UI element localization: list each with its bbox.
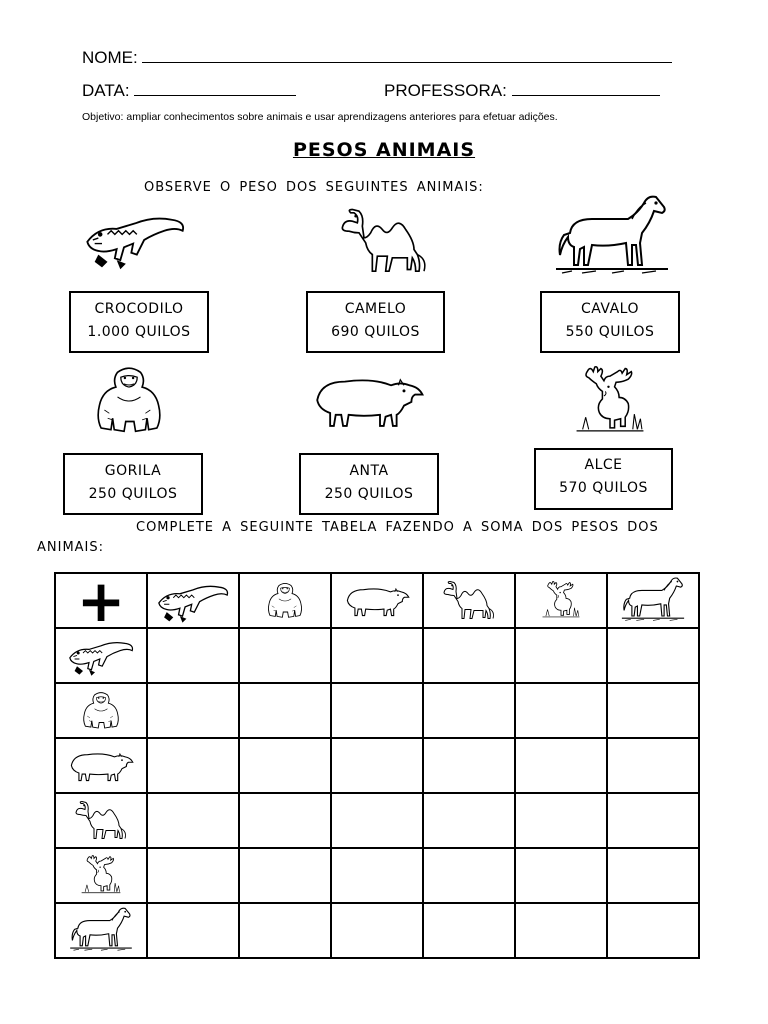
weight-box-crocodile: [69, 291, 209, 353]
table-row-camel: [55, 793, 699, 848]
table-cell[interactable]: [331, 683, 423, 738]
moose-icon: [540, 578, 582, 624]
table-cell[interactable]: [239, 793, 331, 848]
table-cell[interactable]: [239, 848, 331, 903]
table-cell[interactable]: [607, 848, 699, 903]
table-cell[interactable]: [147, 848, 239, 903]
table-cell[interactable]: [607, 683, 699, 738]
animal-weight: 250 QUILOS: [88, 486, 178, 502]
objective-text: Objetivo: ampliar conhecimentos sobre animais e usar aprendizagens anteriores para efetuar adições.: [82, 111, 558, 123]
tapir-icon: [66, 746, 136, 786]
plus-symbol: +: [76, 566, 126, 635]
animal-name: CAVALO: [580, 301, 640, 317]
instruction-complete-line2: ANIMAIS:: [37, 540, 105, 555]
table-corner: [55, 566, 147, 635]
table-cell[interactable]: [239, 683, 331, 738]
animal-weight: 250 QUILOS: [324, 486, 414, 502]
weight-box-moose: [534, 448, 673, 510]
table-cell[interactable]: [239, 738, 331, 793]
animal-name: CROCODILO: [94, 301, 184, 317]
table-cell[interactable]: [607, 793, 699, 848]
horse-icon: [619, 576, 687, 626]
table-cell[interactable]: [515, 628, 607, 683]
animal-weight: 690 QUILOS: [331, 324, 420, 340]
table-cell[interactable]: [423, 903, 515, 958]
name-line: [82, 48, 672, 68]
table-cell[interactable]: [423, 738, 515, 793]
moose-icon: [572, 358, 648, 446]
tapir-icon: [342, 581, 412, 621]
date-line: [82, 81, 296, 101]
page-title-text: PESOS ANIMAIS: [292, 139, 476, 161]
table-cell[interactable]: [423, 793, 515, 848]
animal-weight: 550 QUILOS: [565, 324, 655, 340]
teacher-field[interactable]: [512, 81, 660, 96]
table-cell[interactable]: [607, 903, 699, 958]
animal-weight: 570 QUILOS: [559, 480, 648, 496]
table-cell[interactable]: [423, 683, 515, 738]
table-cell[interactable]: [515, 793, 607, 848]
column-header-tapir: [331, 573, 423, 628]
table-row-tapir: [55, 738, 699, 793]
row-header-camel: [55, 793, 147, 848]
table-header-row: [55, 573, 699, 628]
column-header-horse: [607, 573, 699, 628]
table-cell[interactable]: [515, 683, 607, 738]
animal-weight: 1.000 QUILOS: [87, 324, 191, 340]
teacher-line: [384, 81, 660, 101]
gorilla-icon: [263, 578, 307, 624]
horse-icon: [552, 192, 672, 284]
table-cell[interactable]: [147, 628, 239, 683]
column-header-crocodile: [147, 573, 239, 628]
table-cell[interactable]: [147, 903, 239, 958]
table-cell[interactable]: [515, 738, 607, 793]
date-field[interactable]: [134, 81, 296, 96]
table-cell[interactable]: [607, 628, 699, 683]
animal-name: CAMELO: [344, 301, 407, 317]
column-header-gorilla: [239, 573, 331, 628]
table-cell[interactable]: [515, 903, 607, 958]
row-header-crocodile: [55, 628, 147, 683]
animal-name: ALCE: [584, 457, 623, 473]
page-title: [0, 139, 768, 161]
row-header-gorilla: [55, 683, 147, 738]
instruction-observe: OBSERVE O PESO DOS SEGUINTES ANIMAIS:: [144, 180, 484, 195]
moose-icon: [79, 852, 123, 900]
animal-name: GORILA: [104, 463, 162, 479]
column-header-moose: [515, 573, 607, 628]
gorilla-icon: [78, 687, 124, 735]
crocodile-icon: [153, 578, 233, 624]
table-cell[interactable]: [331, 903, 423, 958]
camel-icon: [71, 797, 131, 845]
teacher-label: PROFESSORA:: [384, 81, 507, 100]
table-cell[interactable]: [239, 628, 331, 683]
table-cell[interactable]: [423, 848, 515, 903]
gorilla-icon: [88, 358, 170, 444]
table-row-moose: [55, 848, 699, 903]
table-cell[interactable]: [331, 738, 423, 793]
sum-table: [54, 566, 700, 959]
table-cell[interactable]: [331, 793, 423, 848]
camel-icon: [439, 578, 499, 624]
weight-box-gorilla: [63, 453, 203, 515]
name-label: NOME:: [82, 48, 138, 67]
date-label: DATA:: [82, 81, 130, 100]
tapir-icon: [308, 366, 428, 436]
table-cell[interactable]: [239, 903, 331, 958]
table-cell[interactable]: [331, 628, 423, 683]
name-field[interactable]: [142, 48, 672, 63]
instruction-complete-line1: COMPLETE A SEGUINTE TABELA FAZENDO A SOMA DOS PESOS DOS: [136, 520, 659, 535]
column-header-camel: [423, 573, 515, 628]
table-cell[interactable]: [147, 738, 239, 793]
table-cell[interactable]: [423, 628, 515, 683]
animal-name: ANTA: [349, 463, 389, 479]
table-cell[interactable]: [515, 848, 607, 903]
table-row-horse: [55, 903, 699, 958]
row-header-tapir: [55, 738, 147, 793]
table-cell[interactable]: [147, 793, 239, 848]
crocodile-icon: [65, 634, 137, 678]
weight-box-tapir: [299, 453, 439, 515]
table-row-gorilla: [55, 683, 699, 738]
table-cell[interactable]: [147, 683, 239, 738]
table-cell[interactable]: [607, 738, 699, 793]
row-header-horse: [55, 903, 147, 958]
table-row-crocodile: [55, 628, 699, 683]
weight-box-horse: [540, 291, 680, 353]
crocodile-icon: [80, 200, 190, 278]
camel-icon: [334, 200, 434, 284]
weight-box-camel: [306, 291, 445, 353]
table-cell[interactable]: [331, 848, 423, 903]
row-header-moose: [55, 848, 147, 903]
horse-icon: [68, 906, 134, 956]
